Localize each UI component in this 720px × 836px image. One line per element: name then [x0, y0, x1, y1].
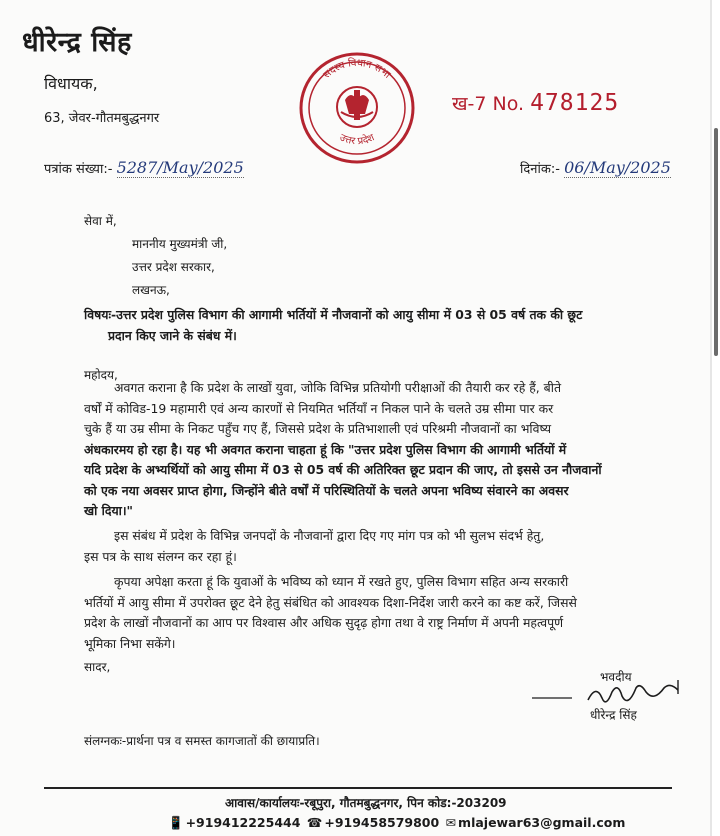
p2-line: इस संबंध में प्रदेश के विभिन्न जनपदों के नौजवानों द्वारा दिए गए मांग पत्र को भी सुलभ संदर्भ हेतु, — [114, 528, 545, 543]
seal-top-text: सदस्य विधान सभा — [321, 57, 393, 81]
signatory-name: धीरेन्द्र सिंह — [590, 708, 637, 722]
mail-icon: ✉ — [445, 815, 457, 830]
designation: विधायक, — [44, 74, 98, 93]
serial-prefix: ख-7 No. — [452, 93, 525, 115]
phone-icon: 📱 — [168, 815, 184, 830]
recipient-line-3: लखनऊ, — [132, 283, 170, 297]
p3-line: भूमिका निभा सकेंगे। — [84, 635, 176, 651]
p1-line: यदि प्रदेश के अभ्यर्थियों को आयु सीमा में 03 से 05 वर्ष की अतिरिक्त छूट प्रदान की जाए, तो इससे उन नौजवानों — [84, 462, 602, 477]
paragraph-1 — [84, 378, 652, 522]
footer-contacts — [168, 815, 627, 831]
footer-email: mlajewar63@gmail.com — [458, 815, 626, 830]
footer-phone-2: +919458579800 — [324, 815, 440, 830]
p3-line: प्रदेश के लाखों नौजवानों का आप पर विश्वास और अधिक सुदृढ़ होगा तथा वे राष्ट्र निर्माण में अपनी महत्वपूर्ण — [84, 615, 564, 630]
footer-phone-1: +919412225444 — [185, 815, 301, 830]
closing: सादर, — [84, 660, 111, 674]
footer-address: आवास/कार्यालयः-रबूपुरा, गौतमबुद्धनगर, पिन कोड:-203209 — [225, 796, 507, 810]
serial-number — [452, 90, 619, 116]
constituency-address: 63, जेवर-गौतमबुद्धनगर — [44, 111, 160, 126]
p1-line: को एक नया अवसर प्राप्त होगा, जिन्होंने बीते वर्षों में परिस्थितियों के चलते अपना भविष्य संवारने का अवसर — [84, 482, 569, 498]
p1-line: अवगत कराना है कि प्रदेश के लाखों युवा, जोकि विभिन्न प्रतियोगी परीक्षाओं की तैयारी कर रहे हैं, बीते — [114, 380, 562, 395]
assembly-seal — [297, 50, 417, 166]
emblem-icon — [337, 87, 377, 127]
reference-value: 5287/May/2025 — [116, 158, 244, 177]
greeting: महोदय, — [84, 368, 118, 382]
reference-number — [44, 158, 244, 177]
paragraph-3 — [84, 572, 652, 654]
serial-value: 478125 — [530, 90, 620, 116]
to-label: सेवा में, — [84, 214, 117, 228]
p3-line: भर्तियों में आयु सीमा में उपरोक्त छूट देने हेतु संबंधित को आवश्यक दिशा-निर्देश जारी करने का कष्ट करें, जिससे — [84, 594, 577, 610]
seal-bottom-text: उत्तर प्रदेश — [337, 132, 377, 148]
p1-line: चुके हैं या उम्र सीमा के निकट पहुँच गए हैं, जिससे प्रदेश के प्रतिभाशाली एवं परिश्रमी नौजवानों का भविष्य — [84, 421, 552, 436]
subject-line-1: विषयः-उत्तर प्रदेश पुलिस विभाग की आगामी भर्तियों में नौजवानों को आयु सीमा में 03 से 05 वर्ष तक की छूट — [84, 307, 583, 322]
p1-line: खो दिया।" — [84, 503, 133, 518]
date-label: दिनांक:- — [520, 162, 560, 177]
subject-line-2: प्रदान किए जाने के संबंध में। — [108, 327, 237, 343]
scroll-indicator[interactable] — [714, 128, 718, 356]
recipient-line-2: उत्तर प्रदेश सरकार, — [132, 260, 215, 274]
subject — [84, 305, 652, 346]
p1-line: वर्षों में कोविड-19 महामारी एवं अन्य कारणों से नियमित भर्तियाँ न निकल पाने के चलते उम्र सीमा पार कर — [84, 400, 554, 416]
yours-faithfully: भवदीय — [600, 670, 632, 684]
p3-line: कृपया अपेक्षा करता हूं कि युवाओं के भविष्य को ध्यान में रखते हुए, पुलिस विभाग सहित अन्य सरकारी — [114, 574, 569, 589]
svg-text:उत्तर प्रदेश — [338, 132, 377, 147]
reference-label: पत्रांक संख्या:- — [44, 162, 113, 177]
mla-name-header: धीरेन्द्र सिंह — [22, 27, 132, 58]
paragraph-2 — [84, 526, 652, 567]
p1-line: अंधकारमय हो रहा है। यह भी अवगत कराना चाहता हूं कि "उत्तर प्रदेश पुलिस विभाग की आगामी भर्तियों में — [84, 441, 567, 457]
footer-divider — [44, 787, 672, 789]
letter-date — [520, 158, 671, 177]
enclosure-note: संलग्नकः-प्रार्थना पत्र व समस्त कागजातों की छायाप्रति। — [84, 734, 320, 748]
date-value: 06/May/2025 — [564, 158, 671, 177]
p2-line: इस पत्र के साथ संलग्न कर रहा हूं। — [84, 548, 237, 564]
whatsapp-icon: ☎ — [306, 815, 323, 830]
recipient-line-1: माननीय मुख्यमंत्री जी, — [132, 237, 228, 251]
page-edge — [712, 0, 720, 836]
